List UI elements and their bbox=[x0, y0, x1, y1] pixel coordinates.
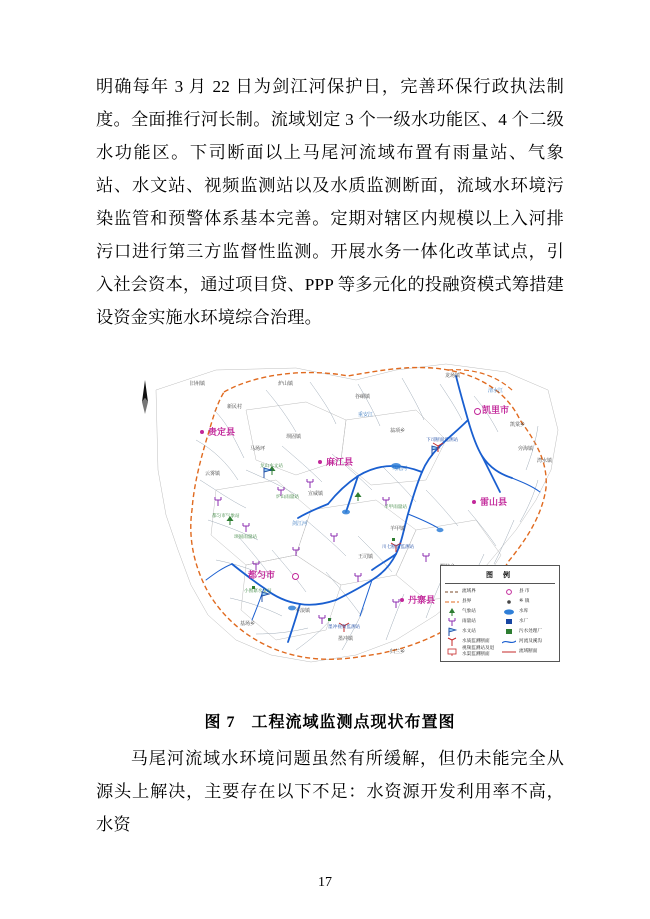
legend-title: 图 例 bbox=[486, 572, 514, 579]
legend-item-video-monitor bbox=[445, 646, 498, 656]
town-label-11: 旁海镇 bbox=[518, 446, 534, 452]
legend-label: 污水处理厂 bbox=[519, 628, 542, 633]
town-label-0: 龙场镇 bbox=[445, 373, 461, 379]
page-number: 17 bbox=[318, 875, 332, 890]
legend-item-basin-boundary bbox=[445, 586, 498, 596]
river-icon bbox=[502, 637, 516, 646]
town-label-14: 基场乡 bbox=[240, 621, 256, 627]
map-legend bbox=[440, 565, 560, 662]
city-label-duyun: 都匀市 bbox=[248, 570, 276, 580]
hydrology-station-icon bbox=[445, 627, 459, 636]
river-label-3: 重安江 bbox=[358, 412, 374, 418]
legend-divider bbox=[445, 583, 555, 584]
river-label-0: 清水江 bbox=[488, 388, 504, 394]
paragraph-1: 明确每年 3 月 22 日为剑江河保护日，完善环保行政执法制度。全面推行河长制。流域划定 3 个一级水功能区、4 个二级水功能区。下司断面以上马尾河流域布置有雨量站、气象站、水文站、视频监测站以及水质监测断面，流域水环境污染监管和预警体系基本完善。定期对辖区内规模以上入河排污口进行第三方监督性监测。开展水务一体化改革试点，引入社会资本，通过项目贷、PPP 等多元化的投融资模式筹措建设资金实施水环境综合治理。 bbox=[96, 77, 564, 327]
city-dot-guiding bbox=[200, 430, 204, 434]
legend-label: 乡 镇 bbox=[519, 598, 530, 603]
town-label-1: 旧州镇 bbox=[190, 381, 206, 387]
site-label-4: 炉山雨量站 bbox=[276, 494, 299, 499]
legend-label: 流域界 bbox=[462, 588, 476, 593]
weather-station-icon bbox=[445, 607, 459, 616]
legend-label: 县界 bbox=[462, 598, 472, 603]
legend-label: 气象站 bbox=[462, 608, 476, 613]
map-image bbox=[96, 350, 564, 695]
basin-boundary-icon bbox=[445, 587, 459, 596]
site-label-5: 坝固雨量站 bbox=[234, 534, 257, 539]
city-icon bbox=[502, 587, 516, 596]
legend-label: 河流及溪沟 bbox=[519, 638, 542, 643]
site-label-2: 都匀市气象站 bbox=[212, 513, 240, 518]
town-label-4: 翁项乡 bbox=[390, 428, 406, 434]
city-label-majiang: 麻江县 bbox=[326, 457, 354, 467]
town-label-8: 坝固镇 bbox=[286, 434, 302, 440]
video-monitor-icon bbox=[445, 647, 459, 656]
legend-label: 县 市 bbox=[519, 588, 530, 593]
legend-item-county-boundary bbox=[445, 596, 498, 606]
city-dot-leishan bbox=[472, 500, 476, 504]
city-dot-kaili bbox=[474, 408, 481, 415]
figure-7 bbox=[96, 350, 564, 695]
town-icon bbox=[502, 597, 516, 606]
legend-item-water-plant bbox=[502, 616, 555, 626]
site-label-6: 川七断面监测站 bbox=[382, 544, 415, 549]
legend-item-hydrology-station bbox=[445, 626, 498, 636]
water-plant-icon bbox=[502, 617, 516, 626]
town-label-12: 湾水镇 bbox=[537, 458, 553, 464]
town-label-3: 谷硐镇 bbox=[355, 394, 371, 400]
legend-item-sewage-plant bbox=[502, 626, 555, 636]
legend-label: 水质监测断面 bbox=[462, 638, 490, 643]
town-label-9: 宣威镇 bbox=[308, 491, 324, 497]
legend-item-reservoir bbox=[502, 606, 555, 616]
town-label-18: 王司镇 bbox=[358, 554, 374, 560]
legend-label: 水库 bbox=[519, 608, 529, 613]
legend-column-left bbox=[445, 586, 498, 656]
city-dot-duyun bbox=[292, 573, 299, 580]
sewage-plant-icon bbox=[502, 627, 516, 636]
site-label-0: 下司断面监测站 bbox=[426, 437, 459, 442]
city-label-danzhai: 丹寨县 bbox=[408, 595, 436, 605]
figure-number: 图 7 bbox=[204, 714, 236, 731]
legend-item-river bbox=[502, 636, 555, 646]
legend-item-basin-line bbox=[502, 646, 555, 656]
city-dot-majiang bbox=[318, 460, 322, 464]
town-label-10: 凯棠乡 bbox=[510, 422, 526, 428]
site-label-8: 墨冲视频监测站 bbox=[328, 624, 361, 629]
legend-label: 视频监测站及退水渠监测断面 bbox=[462, 645, 495, 656]
town-label-17: 归兰乡 bbox=[390, 649, 406, 655]
river-label-2: 剑江河 bbox=[292, 521, 308, 527]
town-label-6: 云雾镇 bbox=[205, 471, 221, 477]
paragraph-2 bbox=[96, 742, 564, 841]
site-label-7: 小围寨水文站 bbox=[244, 588, 272, 593]
water-quality-section-icon bbox=[445, 637, 459, 646]
site-label-3: 羊甲雨量站 bbox=[384, 504, 407, 509]
basin-line-icon bbox=[502, 647, 516, 656]
legend-label: 水文站 bbox=[462, 628, 476, 633]
reservoir-icon bbox=[502, 607, 516, 616]
legend-item-city bbox=[502, 586, 555, 596]
county-boundary-icon bbox=[445, 597, 459, 606]
town-label-15: 平浪镇 bbox=[295, 608, 311, 614]
town-label-5: 新民村 bbox=[227, 404, 243, 410]
legend-item-weather-station bbox=[445, 606, 498, 616]
legend-item-town bbox=[502, 596, 555, 606]
legend-item-rain-gauge bbox=[445, 616, 498, 626]
rain-gauge-icon bbox=[445, 617, 459, 626]
town-label-7: 马场坪 bbox=[250, 446, 266, 452]
figure-caption bbox=[96, 709, 564, 732]
legend-label: 水厂 bbox=[519, 618, 529, 623]
legend-label: 流域断面 bbox=[519, 648, 538, 653]
town-label-13: 羊甲镇 bbox=[390, 526, 406, 532]
legend-label: 雨量站 bbox=[462, 618, 476, 623]
figure-title: 工程流域监测点现状布置图 bbox=[251, 714, 456, 731]
city-dot-danzhai bbox=[400, 598, 404, 602]
city-label-kaili: 凯里市 bbox=[482, 405, 510, 415]
legend-column-right bbox=[502, 586, 555, 656]
town-label-16: 墨冲镇 bbox=[338, 636, 354, 642]
site-label-1: 龙山水文站 bbox=[260, 463, 283, 468]
city-label-leishan: 雷山县 bbox=[480, 497, 508, 507]
city-label-guiding: 贵定县 bbox=[208, 427, 236, 437]
river-label-1: 马尾河 bbox=[392, 466, 408, 472]
paragraph-2-text: 马尾河流域水环境问题虽然有所缓解，但仍未能完全从源头上解决，主要存在以下不足：水资源开发利用率不高，水资 bbox=[96, 749, 564, 834]
town-label-2: 炉山镇 bbox=[278, 381, 294, 387]
